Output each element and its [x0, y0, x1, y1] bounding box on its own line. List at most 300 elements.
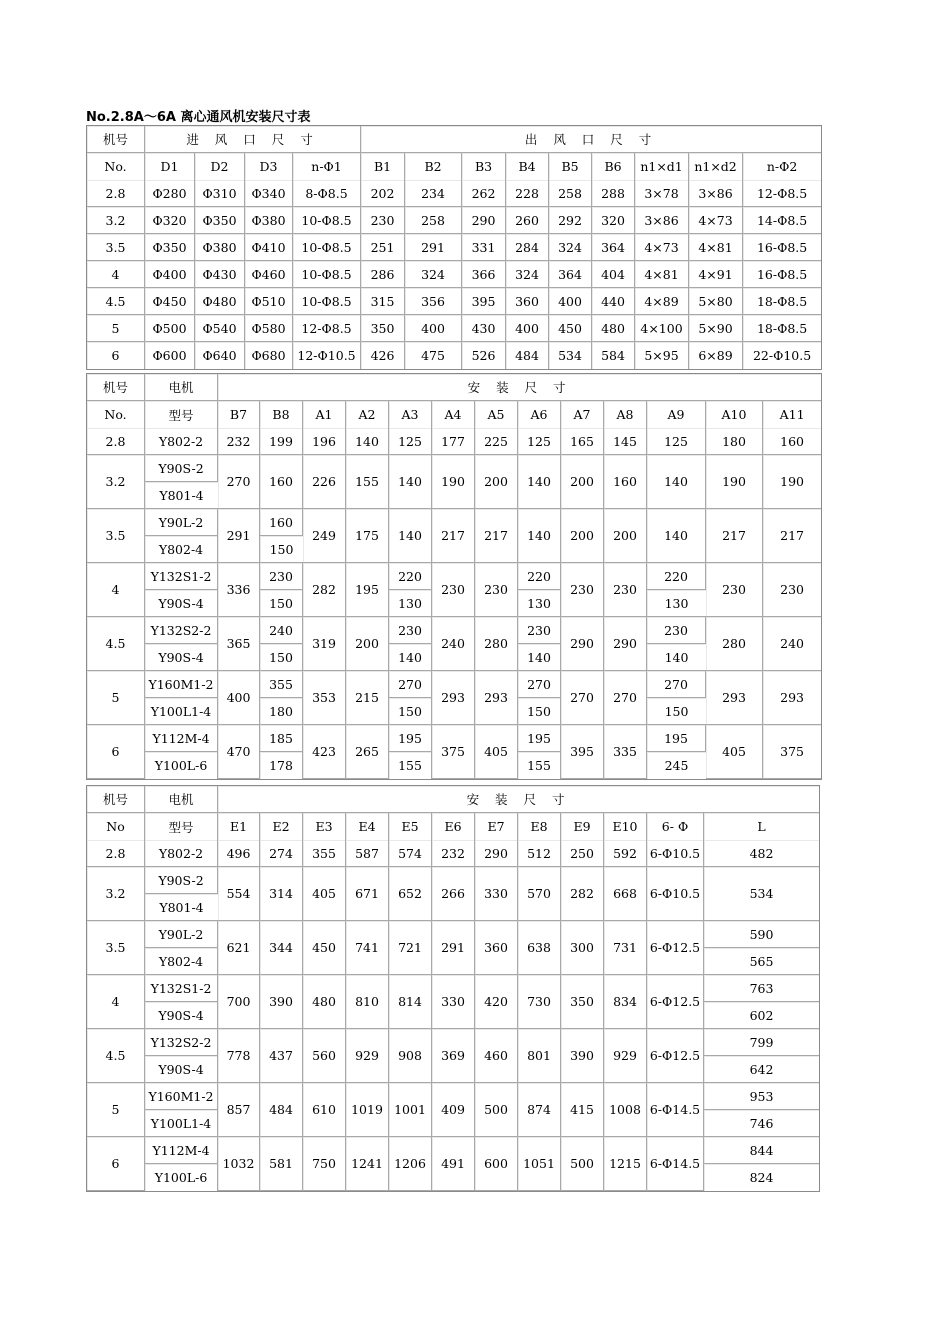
- length-cell: 534: [704, 867, 819, 921]
- table-cell: 581: [260, 1137, 303, 1191]
- table-cell: 270: [561, 671, 604, 725]
- column-header: 6- Φ: [647, 813, 704, 840]
- column-header: A6: [518, 401, 561, 428]
- table-cell: 175: [346, 509, 389, 563]
- column-header: A2: [346, 401, 389, 428]
- column-header: A7: [561, 401, 604, 428]
- length-cell: 642: [704, 1056, 819, 1083]
- table-cell: 220: [647, 563, 706, 590]
- table-cell: 415: [561, 1083, 604, 1137]
- table-cell: 1019: [346, 1083, 389, 1137]
- table-row: [87, 180, 821, 207]
- table-cell: 274: [260, 840, 303, 867]
- column-header: B4: [506, 153, 549, 180]
- table-cell: 365: [218, 617, 260, 671]
- column-header: E5: [389, 813, 432, 840]
- table-cell: 405: [475, 725, 518, 779]
- machine-no: 4.5: [87, 1029, 145, 1083]
- table-cell: 293: [706, 671, 763, 725]
- column-header: B6: [592, 153, 635, 180]
- table-cell: Φ380: [195, 234, 245, 261]
- header-no: No.: [87, 401, 145, 428]
- column-header: E3: [303, 813, 346, 840]
- motor-model: Y90L-2: [145, 509, 218, 536]
- table-cell: 290: [462, 207, 506, 234]
- table-cell: 534: [549, 342, 592, 369]
- table-cell: 430: [462, 315, 506, 342]
- table-cell: 280: [475, 617, 518, 671]
- motor-model: Y132S2-2: [145, 617, 218, 644]
- table-cell: 4×89: [635, 288, 689, 315]
- table-cell: 470: [218, 725, 260, 779]
- table-cell: 480: [592, 315, 635, 342]
- table-cell: 140: [518, 509, 561, 563]
- table-cell: 369: [432, 1029, 475, 1083]
- machine-no: 5: [87, 671, 145, 725]
- length-cell: 799: [704, 1029, 819, 1056]
- table-cell: 140: [647, 509, 706, 563]
- table-cell: 814: [389, 975, 432, 1029]
- table-cell: 290: [604, 617, 647, 671]
- table-cell: 3×78: [635, 180, 689, 207]
- table-cell: 125: [389, 428, 432, 455]
- column-header: A5: [475, 401, 518, 428]
- base-install-table: [86, 785, 820, 1192]
- table-cell: 217: [763, 509, 821, 563]
- table-cell: 195: [346, 563, 389, 617]
- motor-model: Y100L1-4: [145, 698, 218, 725]
- table-cell: 810: [346, 975, 389, 1029]
- table-cell: 293: [763, 671, 821, 725]
- column-header: A10: [706, 401, 763, 428]
- table-cell: 460: [475, 1029, 518, 1083]
- table-cell: 125: [518, 428, 561, 455]
- table-cell: 671: [346, 867, 389, 921]
- table-cell: 450: [303, 921, 346, 975]
- header-no: No.: [87, 153, 145, 180]
- table-cell: 491: [432, 1137, 475, 1191]
- table-cell: 10-Φ8.5: [293, 207, 361, 234]
- table-cell: 400: [506, 315, 549, 342]
- table-cell: 251: [361, 234, 405, 261]
- length-cell: 746: [704, 1110, 819, 1137]
- table-cell: 405: [303, 867, 346, 921]
- column-header: A3: [389, 401, 432, 428]
- motor-model: Y802-2: [145, 840, 218, 867]
- table-row: [87, 563, 821, 590]
- header-machine: 机号: [87, 126, 145, 153]
- motor-model: Y90L-2: [145, 921, 218, 948]
- column-header: E9: [561, 813, 604, 840]
- table-cell: 215: [346, 671, 389, 725]
- motor-model: Y90S-2: [145, 455, 218, 482]
- table-cell: Φ640: [195, 342, 245, 369]
- table-cell: 18-Φ8.5: [743, 288, 821, 315]
- machine-no: 4.5: [87, 617, 145, 671]
- table-cell: 375: [763, 725, 821, 779]
- column-header: B1: [361, 153, 405, 180]
- table-cell: 249: [303, 509, 346, 563]
- table-cell: 177: [432, 428, 475, 455]
- table-cell: 1241: [346, 1137, 389, 1191]
- table-cell: 230: [706, 563, 763, 617]
- table-cell: 130: [518, 590, 561, 617]
- table-cell: 230: [518, 617, 561, 644]
- motor-model: Y90S-4: [145, 590, 218, 617]
- table-cell: 282: [561, 867, 604, 921]
- inlet-outlet-table: [86, 125, 822, 370]
- table-cell: 560: [303, 1029, 346, 1083]
- table-cell: 190: [432, 455, 475, 509]
- table-cell: 496: [218, 840, 260, 867]
- table-row: [87, 234, 821, 261]
- table-cell: Φ510: [245, 288, 293, 315]
- machine-no: 2.8: [87, 428, 145, 455]
- table-cell: Φ380: [245, 207, 293, 234]
- table-cell: 484: [260, 1083, 303, 1137]
- table-cell: 621: [218, 921, 260, 975]
- table-cell: 908: [389, 1029, 432, 1083]
- column-header: A4: [432, 401, 475, 428]
- table-cell: 228: [506, 180, 549, 207]
- table-cell: 140: [647, 455, 706, 509]
- table-cell: Φ350: [195, 207, 245, 234]
- table-cell: 260: [506, 207, 549, 234]
- table-cell: 731: [604, 921, 647, 975]
- table-cell: 929: [604, 1029, 647, 1083]
- motor-model: Y132S2-2: [145, 1029, 218, 1056]
- table-cell: 10-Φ8.5: [293, 288, 361, 315]
- table-cell: 195: [389, 725, 432, 752]
- machine-no: 6: [87, 725, 145, 779]
- table-cell: 165: [561, 428, 604, 455]
- table-cell: 356: [405, 288, 462, 315]
- table-cell: 230: [260, 563, 303, 590]
- table-row: [87, 867, 819, 894]
- table-cell: 288: [592, 180, 635, 207]
- table-cell: 574: [389, 840, 432, 867]
- table-cell: 217: [432, 509, 475, 563]
- column-header: B2: [405, 153, 462, 180]
- table-cell: Φ480: [195, 288, 245, 315]
- column-header: B3: [462, 153, 506, 180]
- table-cell: 240: [260, 617, 303, 644]
- column-header: A1: [303, 401, 346, 428]
- table-cell: Φ450: [145, 288, 195, 315]
- header-model: 型号: [145, 401, 218, 428]
- column-header: E10: [604, 813, 647, 840]
- table-cell: 395: [462, 288, 506, 315]
- machine-no: 4.5: [87, 288, 145, 315]
- machine-no: 3.5: [87, 921, 145, 975]
- table-cell: 232: [432, 840, 475, 867]
- table-cell: 3×86: [689, 180, 743, 207]
- table-cell: 364: [592, 234, 635, 261]
- motor-model: Y90S-2: [145, 867, 218, 894]
- header-no: No: [87, 813, 145, 840]
- column-header: E7: [475, 813, 518, 840]
- table-row: [87, 1137, 819, 1164]
- motor-model: Y90S-4: [145, 1002, 218, 1029]
- motor-model: Y112M-4: [145, 1137, 218, 1164]
- table-cell: 314: [260, 867, 303, 921]
- table-cell: 290: [475, 840, 518, 867]
- table-cell: 202: [361, 180, 405, 207]
- table-row: [87, 617, 821, 644]
- table-cell: 245: [647, 752, 706, 779]
- table-cell: 4×73: [635, 234, 689, 261]
- table-cell: 293: [432, 671, 475, 725]
- motor-model: Y802-2: [145, 428, 218, 455]
- table-cell: 570: [518, 867, 561, 921]
- table-cell: 554: [218, 867, 260, 921]
- table-cell: 330: [475, 867, 518, 921]
- table-cell: Φ410: [245, 234, 293, 261]
- table-cell: 324: [405, 261, 462, 288]
- table-cell: 355: [260, 671, 303, 698]
- column-header: A11: [763, 401, 821, 428]
- table-cell: 350: [561, 975, 604, 1029]
- table-cell: 12-Φ10.5: [293, 342, 361, 369]
- table-cell: Φ430: [195, 261, 245, 288]
- table-row: [87, 455, 821, 482]
- table-cell: 404: [592, 261, 635, 288]
- table-cell: 390: [260, 975, 303, 1029]
- table-cell: 270: [647, 671, 706, 698]
- table-cell: 437: [260, 1029, 303, 1083]
- table-row: [87, 261, 821, 288]
- table-cell: Φ680: [245, 342, 293, 369]
- machine-no: 4: [87, 563, 145, 617]
- table-cell: 750: [303, 1137, 346, 1191]
- table-cell: 190: [706, 455, 763, 509]
- machine-no: 3.5: [87, 509, 145, 563]
- table-cell: 230: [604, 563, 647, 617]
- table-cell: 6-Φ14.5: [647, 1137, 704, 1191]
- table-cell: 12-Φ8.5: [293, 315, 361, 342]
- header-inlet: 进 风 口 尺 寸: [145, 126, 361, 153]
- table-cell: 240: [763, 617, 821, 671]
- table-cell: Φ320: [145, 207, 195, 234]
- machine-no: 4: [87, 261, 145, 288]
- column-header: E6: [432, 813, 475, 840]
- table-cell: 18-Φ8.5: [743, 315, 821, 342]
- table-cell: 450: [549, 315, 592, 342]
- table-cell: 220: [518, 563, 561, 590]
- table-cell: 284: [506, 234, 549, 261]
- table-cell: 331: [462, 234, 506, 261]
- length-cell: 953: [704, 1083, 819, 1110]
- table-cell: 5×95: [635, 342, 689, 369]
- page-title: No.2.8A～6A 离心通风机安装尺寸表: [86, 110, 311, 125]
- table-cell: 360: [506, 288, 549, 315]
- table-cell: 291: [432, 921, 475, 975]
- table-cell: 150: [389, 698, 432, 725]
- table-cell: 778: [218, 1029, 260, 1083]
- table-cell: 230: [647, 617, 706, 644]
- column-header: E4: [346, 813, 389, 840]
- table-cell: 230: [561, 563, 604, 617]
- table-row: [87, 509, 821, 536]
- table-cell: 4×91: [689, 261, 743, 288]
- table-cell: 282: [303, 563, 346, 617]
- table-cell: 200: [604, 509, 647, 563]
- table-cell: 874: [518, 1083, 561, 1137]
- table-row: [87, 342, 821, 369]
- table-cell: 230: [389, 617, 432, 644]
- motor-model: Y90S-4: [145, 644, 218, 671]
- motor-model: Y100L-6: [145, 752, 218, 779]
- table-cell: 400: [405, 315, 462, 342]
- table-cell: 200: [561, 509, 604, 563]
- table-cell: Φ580: [245, 315, 293, 342]
- motor-model: Y801-4: [145, 482, 218, 509]
- table-cell: 324: [549, 234, 592, 261]
- table-cell: 240: [432, 617, 475, 671]
- table-cell: 250: [561, 840, 604, 867]
- table-cell: 270: [518, 671, 561, 698]
- table-cell: 423: [303, 725, 346, 779]
- table-cell: 258: [405, 207, 462, 234]
- machine-no: 3.2: [87, 455, 145, 509]
- table-cell: 280: [706, 617, 763, 671]
- table-cell: 638: [518, 921, 561, 975]
- table-cell: 199: [260, 428, 303, 455]
- table-cell: 330: [432, 975, 475, 1029]
- table-cell: 5×90: [689, 315, 743, 342]
- column-header: n-Φ1: [293, 153, 361, 180]
- table-row: [87, 840, 819, 867]
- table-cell: 232: [218, 428, 260, 455]
- table-cell: 336: [218, 563, 260, 617]
- table-cell: 4×81: [689, 234, 743, 261]
- table-cell: 6-Φ10.5: [647, 840, 704, 867]
- table-cell: 6-Φ10.5: [647, 867, 704, 921]
- table-cell: 125: [647, 428, 706, 455]
- motor-model: Y132S1-2: [145, 975, 218, 1002]
- column-header: E2: [260, 813, 303, 840]
- table-cell: 230: [361, 207, 405, 234]
- table-cell: 200: [561, 455, 604, 509]
- table-cell: Φ350: [145, 234, 195, 261]
- table-cell: 140: [346, 428, 389, 455]
- motor-model: Y160M1-2: [145, 1083, 218, 1110]
- table-cell: 475: [405, 342, 462, 369]
- table-cell: 200: [346, 617, 389, 671]
- header-install: 安 装 尺 寸: [218, 374, 821, 401]
- machine-no: 3.2: [87, 207, 145, 234]
- motor-model: Y112M-4: [145, 725, 218, 752]
- table-cell: 3×86: [635, 207, 689, 234]
- machine-no: 5: [87, 1083, 145, 1137]
- column-header: A8: [604, 401, 647, 428]
- table-cell: 6×89: [689, 342, 743, 369]
- table-cell: 12-Φ8.5: [743, 180, 821, 207]
- motor-model: Y132S1-2: [145, 563, 218, 590]
- length-cell: 763: [704, 975, 819, 1002]
- table-cell: 6-Φ14.5: [647, 1083, 704, 1137]
- table-cell: 721: [389, 921, 432, 975]
- table-cell: 155: [346, 455, 389, 509]
- table-cell: 700: [218, 975, 260, 1029]
- table-cell: 741: [346, 921, 389, 975]
- table-cell: 178: [260, 752, 303, 779]
- table-cell: 145: [604, 428, 647, 455]
- length-cell: 590: [704, 921, 819, 948]
- table-cell: 500: [561, 1137, 604, 1191]
- table-cell: 155: [518, 752, 561, 779]
- table-cell: 4×100: [635, 315, 689, 342]
- column-header: n1×d1: [635, 153, 689, 180]
- table-cell: 324: [506, 261, 549, 288]
- table-cell: 286: [361, 261, 405, 288]
- table-cell: 160: [763, 428, 821, 455]
- table-cell: 160: [260, 455, 303, 509]
- table-row: [87, 1029, 819, 1056]
- table-cell: 155: [389, 752, 432, 779]
- table-cell: Φ460: [245, 261, 293, 288]
- table-cell: Φ310: [195, 180, 245, 207]
- table-cell: 1206: [389, 1137, 432, 1191]
- table-cell: 196: [303, 428, 346, 455]
- table-cell: 587: [346, 840, 389, 867]
- column-header: D1: [145, 153, 195, 180]
- table-cell: 584: [592, 342, 635, 369]
- column-header: D3: [245, 153, 293, 180]
- table-row: [87, 288, 821, 315]
- table-cell: Φ280: [145, 180, 195, 207]
- table-cell: 140: [518, 455, 561, 509]
- table-cell: 262: [462, 180, 506, 207]
- table-cell: 180: [260, 698, 303, 725]
- table-cell: 390: [561, 1029, 604, 1083]
- table-cell: 600: [475, 1137, 518, 1191]
- table-cell: 8-Φ8.5: [293, 180, 361, 207]
- table-cell: 500: [475, 1083, 518, 1137]
- table-cell: 217: [475, 509, 518, 563]
- table-cell: 290: [561, 617, 604, 671]
- length-cell: 565: [704, 948, 819, 975]
- table-cell: 319: [303, 617, 346, 671]
- motor-model: Y801-4: [145, 894, 218, 921]
- table-cell: 140: [389, 509, 432, 563]
- table-cell: 344: [260, 921, 303, 975]
- motor-model: Y100L-6: [145, 1164, 218, 1191]
- header-install: 安 装 尺 寸: [218, 786, 819, 813]
- table-cell: 426: [361, 342, 405, 369]
- table-cell: 150: [647, 698, 706, 725]
- table-cell: 6-Φ12.5: [647, 921, 704, 975]
- machine-no: 3.5: [87, 234, 145, 261]
- table-cell: 526: [462, 342, 506, 369]
- table-cell: 140: [389, 644, 432, 671]
- table-cell: 482: [704, 840, 819, 867]
- table-cell: 668: [604, 867, 647, 921]
- table-cell: 292: [549, 207, 592, 234]
- table-cell: 195: [647, 725, 706, 752]
- table-cell: 140: [389, 455, 432, 509]
- header-motor: 电机: [145, 786, 218, 813]
- table-cell: 14-Φ8.5: [743, 207, 821, 234]
- table-cell: 409: [432, 1083, 475, 1137]
- table-cell: 130: [389, 590, 432, 617]
- motor-model: Y160M1-2: [145, 671, 218, 698]
- table-cell: 230: [475, 563, 518, 617]
- table-cell: 1001: [389, 1083, 432, 1137]
- table-row: [87, 1083, 819, 1110]
- table-cell: 360: [475, 921, 518, 975]
- table-cell: 150: [260, 644, 303, 671]
